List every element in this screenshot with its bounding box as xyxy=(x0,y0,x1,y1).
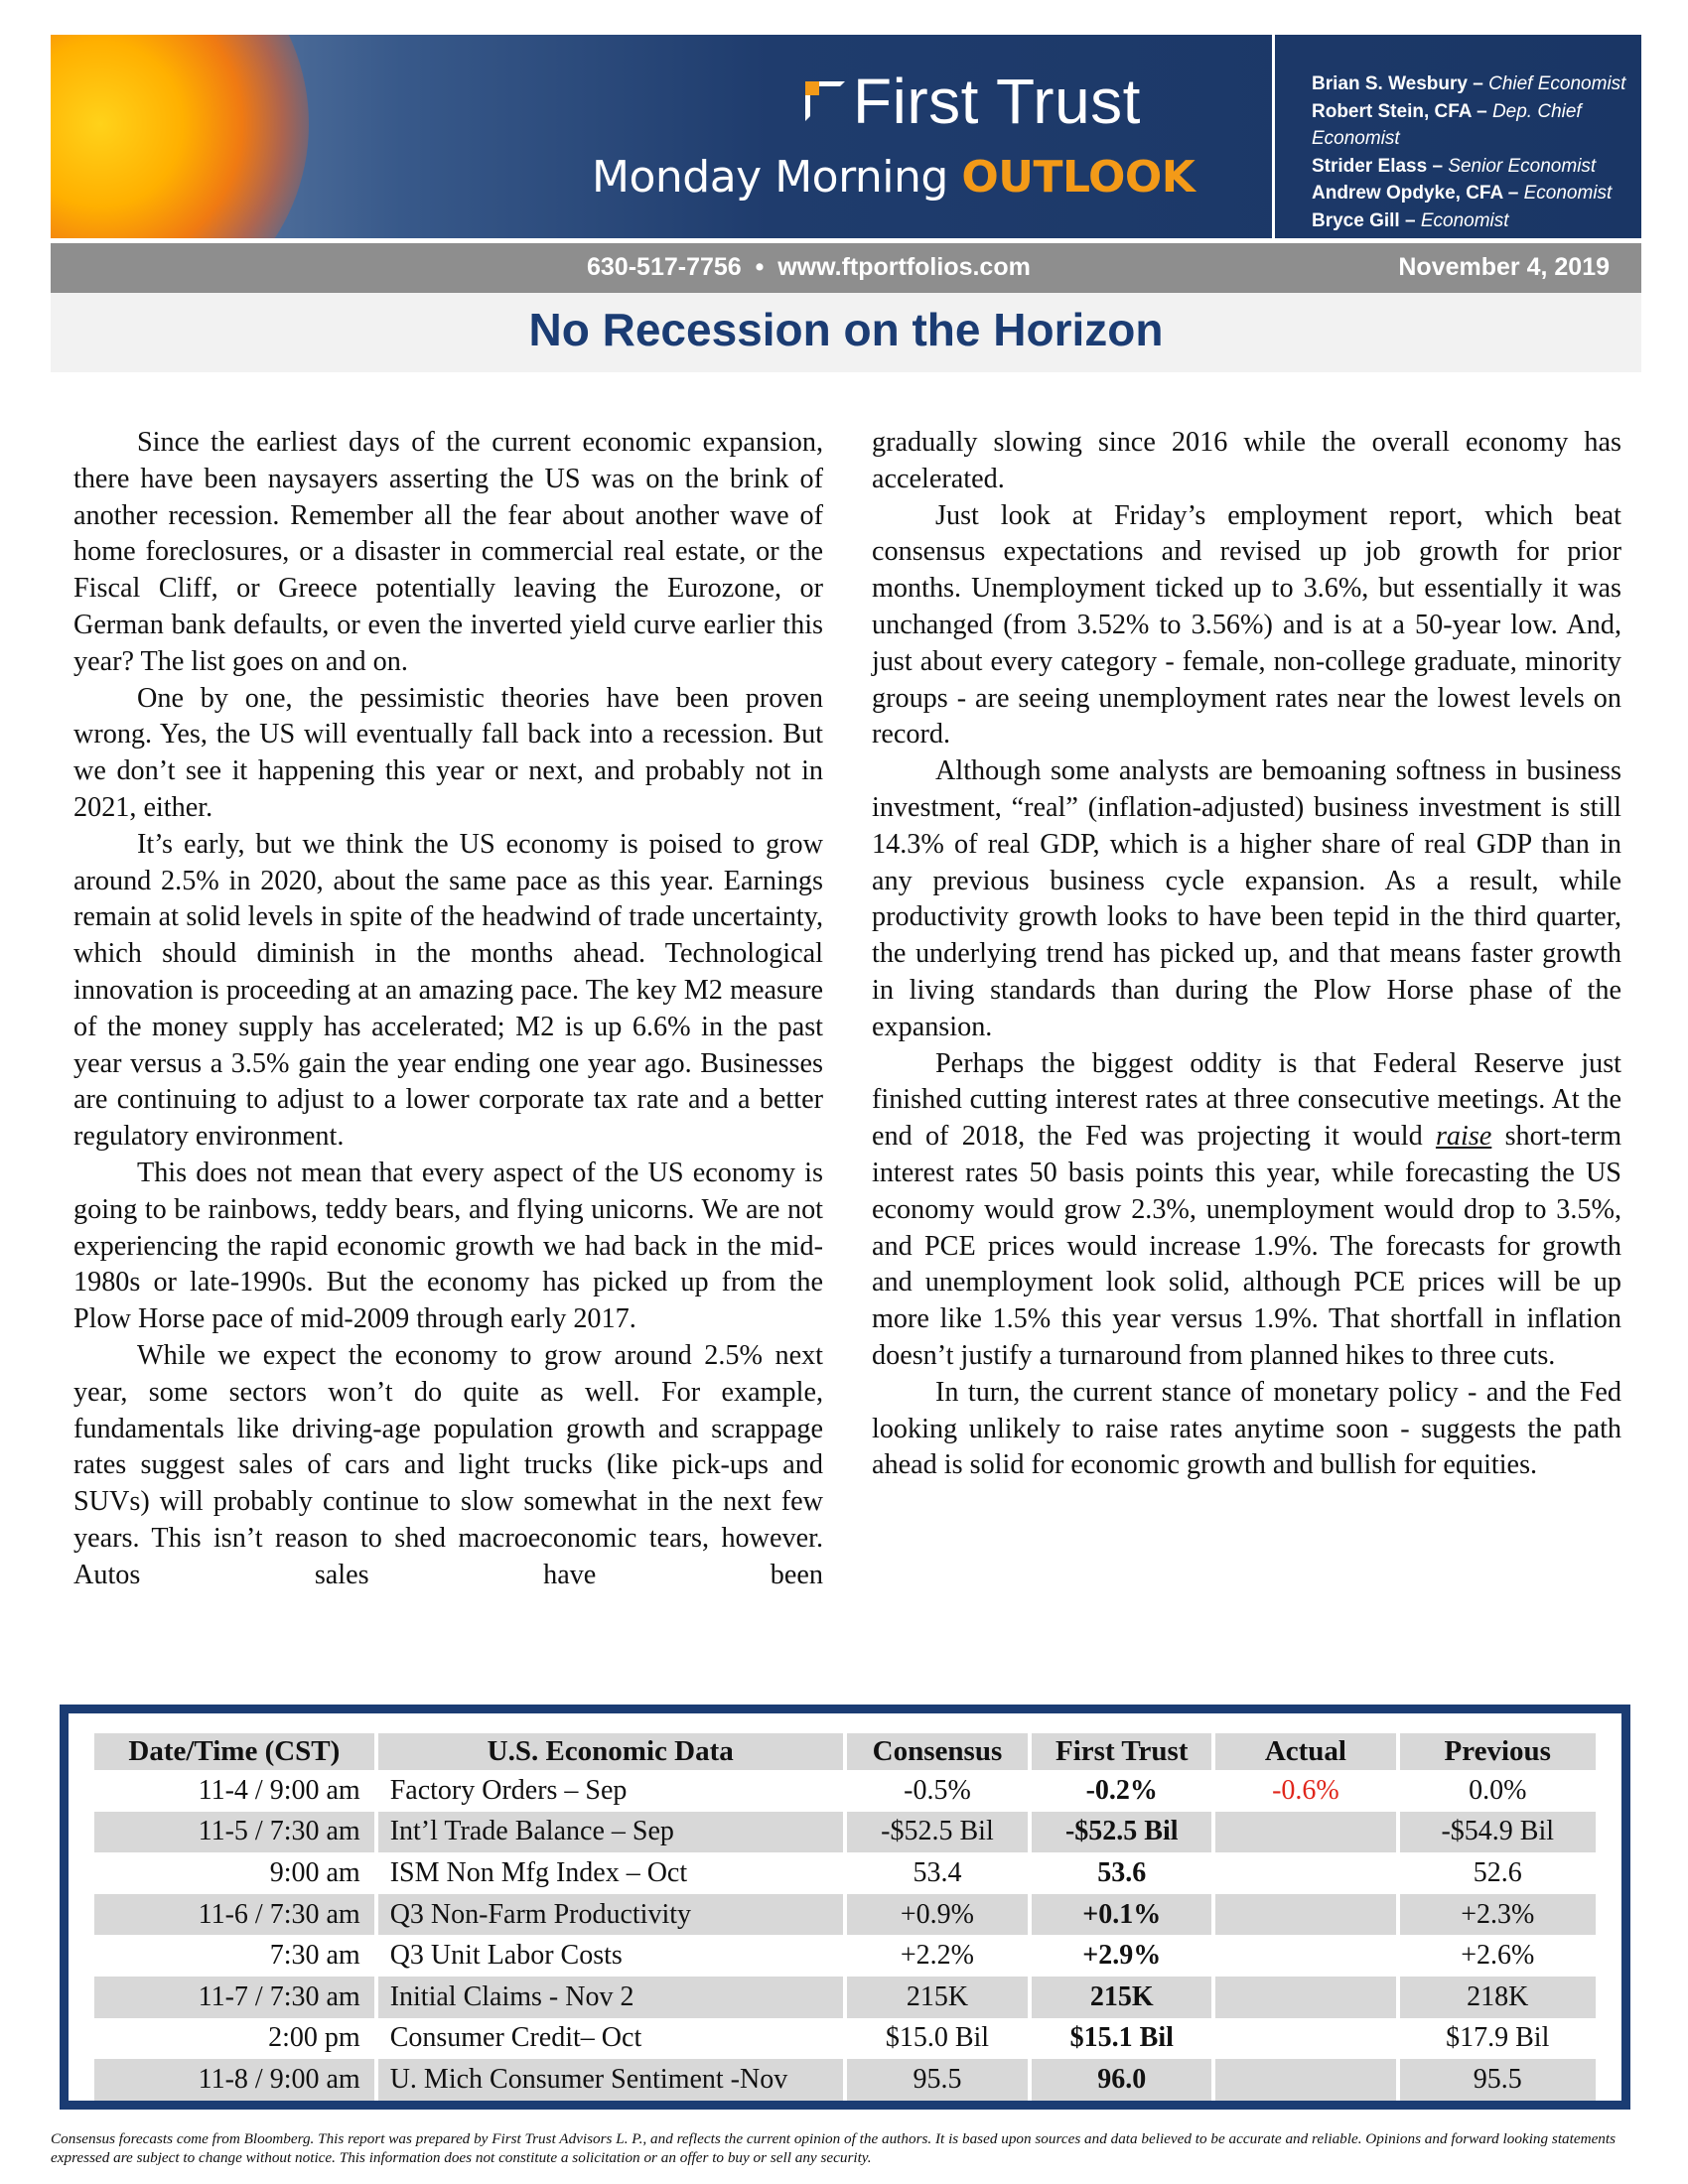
staff-name: Robert Stein, CFA xyxy=(1312,100,1472,122)
cell-actual: -0.6% xyxy=(1272,1774,1339,1806)
cell-date: 2:00 pm xyxy=(268,2022,360,2054)
cell-previous: 52.6 xyxy=(1473,1856,1522,1888)
article-column-left xyxy=(73,425,823,1594)
cell-actual xyxy=(1215,1852,1395,1894)
cell-first-trust: -0.2% xyxy=(1085,1774,1158,1806)
cell-consensus: -0.5% xyxy=(904,1774,971,1806)
table-row xyxy=(94,1894,1596,1936)
cell-date: 11-8 / 9:00 am xyxy=(94,2059,374,2101)
cell-date: 9:00 am xyxy=(269,1856,360,1888)
cell-consensus: $15.0 Bil xyxy=(885,2022,990,2054)
table-row xyxy=(94,1812,1596,1853)
staff-entry: Brian S. Wesbury – Chief Economist xyxy=(1312,73,1626,94)
publication-name xyxy=(592,152,1195,203)
article-paragraph: gradually slowing since 2016 while the overall economy has accelerated. xyxy=(872,427,1621,494)
cell-actual xyxy=(1215,1935,1395,1977)
cell-previous: +2.3% xyxy=(1400,1894,1597,1936)
cell-previous: 95.5 xyxy=(1400,2059,1597,2101)
first-trust-logo xyxy=(805,67,1141,136)
table-row xyxy=(94,1977,1596,2018)
brand-name: First Trust xyxy=(853,66,1141,137)
table-row xyxy=(94,1770,1596,1812)
staff-entry: Bryce Gill – Economist xyxy=(1312,209,1509,231)
cell-date: 11-6 / 7:30 am xyxy=(94,1894,374,1936)
article-paragraph: Perhaps the biggest oddity is that Federal Reserve just finished cutting interest rates at three consecutive meetings. At the end of 2018, the Fed was projecting it would raise short-term interest rates 50 basis points this year, while forecasting the US economy would grow 2.3%, unemployment would drop to 3.5%, and PCE prices would increase 1.9%. The forecasts for growth and unemployment look solid, although PCE prices will be up more like 1.5% this year versus 1.9%. That shortfall in inflation doesn’t justify a turnaround from planned hikes to three cuts. xyxy=(872,1047,1621,1371)
cell-consensus: 53.4 xyxy=(913,1856,962,1888)
cell-consensus: 215K xyxy=(847,1977,1029,2018)
cell-date: 11-4 / 9:00 am xyxy=(198,1774,360,1806)
cell-previous: $17.9 Bil xyxy=(1446,2022,1550,2054)
staff-title: Chief Economist xyxy=(1488,73,1626,94)
economic-data-table xyxy=(90,1733,1600,2101)
cell-first-trust: +0.1% xyxy=(1032,1894,1211,1936)
staff-title: Senior Economist xyxy=(1448,155,1597,177)
cell-data: ISM Non Mfg Index – Oct xyxy=(389,1856,688,1888)
staff-title: Economist xyxy=(1420,209,1509,231)
cell-data: U. Mich Consumer Sentiment -Nov xyxy=(378,2059,843,2101)
staff-name: Andrew Opdyke, CFA xyxy=(1312,183,1503,204)
title-band xyxy=(51,293,1641,372)
staff-entry: Andrew Opdyke, CFA – Economist xyxy=(1312,183,1613,204)
cell-previous: -$54.9 Bil xyxy=(1400,1812,1597,1853)
economic-data-table-frame xyxy=(60,1705,1630,2110)
staff-name: Brian S. Wesbury xyxy=(1312,73,1468,94)
cell-data: Q3 Non-Farm Productivity xyxy=(378,1894,843,1936)
sunburst-graphic xyxy=(51,35,309,238)
banner-divider xyxy=(1272,35,1275,238)
header-previous: Previous xyxy=(1400,1733,1597,1770)
disclaimer-footer: Consensus forecasts come from Bloomberg. This report was prepared by First Trust Advisors L. P., and reflects the current opinion of the authors. It is based upon sources and data believed to be accurate and reliable. Opinions and forward looking statements expressed are subject to change without notice. This information does not constitute a solicitation or an offer to buy or sell any security. xyxy=(51,2130,1617,2166)
header-consensus: Consensus xyxy=(847,1733,1029,1770)
article-column-right xyxy=(872,425,1621,1484)
cell-consensus: +2.2% xyxy=(900,1940,975,1972)
publication-prefix: Monday Morning xyxy=(592,152,948,203)
publication-suffix: OUTLOOK xyxy=(961,152,1196,203)
header-data: U.S. Economic Data xyxy=(378,1733,843,1770)
article-paragraph: Just look at Friday’s employment report, which beat consensus expectations and revised up job growth for prior months. Unemployment ticked up to 3.6%, but essentially it was unchanged (from 3.52% to 3.56%) and is at a 50-year low. And, just about every category - female, non-college graduate, minority groups - are seeing unemployment rates near the lowest levels on record. xyxy=(872,499,1621,751)
table-header-row xyxy=(94,1733,1596,1770)
cell-first-trust: 96.0 xyxy=(1032,2059,1211,2101)
cell-date: 11-7 / 7:30 am xyxy=(94,1977,374,2018)
staff-entry: Robert Stein, CFA – Dep. Chief Economist xyxy=(1312,100,1582,149)
header-first-trust: First Trust xyxy=(1032,1733,1211,1770)
staff-title: Economist xyxy=(1523,183,1613,204)
staff-list xyxy=(1312,70,1641,234)
cell-first-trust: +2.9% xyxy=(1082,1940,1162,1972)
cell-first-trust: 215K xyxy=(1032,1977,1211,2018)
cell-actual xyxy=(1215,2018,1395,2060)
cell-actual xyxy=(1215,1977,1395,2018)
cell-consensus: 95.5 xyxy=(847,2059,1029,2101)
cell-consensus: +0.9% xyxy=(847,1894,1029,1936)
article-paragraph: One by one, the pessimistic theories have been proven wrong. Yes, the US will eventually fall back into a recession. But we don’t see it happening this year or next, and probably not in 2021, either. xyxy=(73,682,823,823)
article-paragraph: While we expect the economy to grow around 2.5% next year, some sectors won’t do quite as well. For example, fundamentals like driving-age population growth and scrappage rates suggest sales of cars and light trucks (like pick-ups and SUVs) will probably continue to slow somewhat in the next few years. This isn’t reason to shed macroeconomic tears, however. Autos sales have been xyxy=(73,1339,823,1590)
cell-actual xyxy=(1215,1894,1395,1936)
staff-name: Strider Elass xyxy=(1312,155,1428,177)
cell-data: Factory Orders – Sep xyxy=(389,1774,628,1806)
cell-previous: 0.0% xyxy=(1469,1774,1527,1806)
article-paragraph: Since the earliest days of the current economic expansion, there have been naysayers asserting the US was on the brink of another recession. Remember all the fear about another wave of home foreclosures, or a disaster in commercial real estate, or the Fiscal Cliff, or Greece potentially leaving the Eurozone, or German bank defaults, or even the inverted yield curve earlier this year? The list goes on and on. xyxy=(73,427,823,677)
cell-data: Int’l Trade Balance – Sep xyxy=(378,1812,843,1853)
article-paragraph: In turn, the current stance of monetary policy - and the Fed looking unlikely to raise rates anytime soon - suggests the path ahead is solid for economic growth and bullish for equities. xyxy=(872,1376,1621,1481)
table-row xyxy=(94,2059,1596,2101)
staff-entry: Strider Elass – Senior Economist xyxy=(1312,155,1597,177)
emphasis-raise: raise xyxy=(1435,1121,1492,1153)
cell-first-trust: -$52.5 Bil xyxy=(1032,1812,1211,1853)
staff-title: Dep. Chief Economist xyxy=(1312,100,1582,149)
article-paragraph: It’s early, but we think the US economy is poised to grow around 2.5% in 2020, about the same pace as this year. Earnings remain at solid levels in spite of the headwind of trade uncertainty, which should diminish in the months ahead. Technological innovation is proceeding at an amazing pace. The key M2 measure of the money supply has accelerated; M2 is up 6.6% in the past year versus a 3.5% gain the year ending one year ago. Businesses are continuing to adjust to a lower corporate tax rate and a better regulatory environment. xyxy=(73,828,823,1153)
cell-data: Initial Claims - Nov 2 xyxy=(378,1977,843,2018)
staff-name: Bryce Gill xyxy=(1312,209,1400,231)
table-row xyxy=(94,2018,1596,2060)
cell-date: 11-5 / 7:30 am xyxy=(94,1812,374,1853)
contact-bar xyxy=(51,243,1641,293)
table-row xyxy=(94,1852,1596,1894)
publication-date: November 4, 2019 xyxy=(1398,253,1610,281)
cell-first-trust: $15.1 Bil xyxy=(1069,2022,1174,2054)
cell-first-trust: 53.6 xyxy=(1097,1856,1147,1888)
masthead-banner xyxy=(51,35,1641,238)
table-row xyxy=(94,1935,1596,1977)
cell-consensus: -$52.5 Bil xyxy=(847,1812,1029,1853)
article-paragraph: This does not mean that every aspect of the US economy is going to be rainbows, teddy bears, and flying unicorns. We are not experiencing the rapid economic growth we had back in the mid-1980s or late-1990s. But the economy has picked up from the Plow Horse pace of mid-2009 through early 2017. xyxy=(73,1157,823,1335)
logo-bracket-icon xyxy=(805,81,845,121)
cell-actual xyxy=(1215,2059,1395,2101)
cell-previous: 218K xyxy=(1400,1977,1597,2018)
contact-info: 630-517-7756 • www.ftportfolios.com xyxy=(587,253,1031,281)
cell-date: 7:30 am xyxy=(269,1940,360,1972)
header-actual: Actual xyxy=(1215,1733,1395,1770)
cell-actual xyxy=(1215,1812,1395,1853)
cell-data: Consumer Credit– Oct xyxy=(389,2022,642,2054)
article-title: No Recession on the Horizon xyxy=(528,304,1164,355)
header-date: Date/Time (CST) xyxy=(94,1733,374,1770)
cell-previous: +2.6% xyxy=(1461,1940,1535,1972)
cell-data: Q3 Unit Labor Costs xyxy=(389,1940,623,1972)
article-paragraph: Although some analysts are bemoaning softness in business investment, “real” (inflation-adjusted) business investment is still 14.3% of real GDP, which is a higher share of real GDP than in any previous business cycle expansion. As a result, while productivity growth looks to have been tepid in the third quarter, the underlying trend has picked up, and that means faster growth in living standards than during the Plow Horse phase of the expansion. xyxy=(872,755,1621,1042)
